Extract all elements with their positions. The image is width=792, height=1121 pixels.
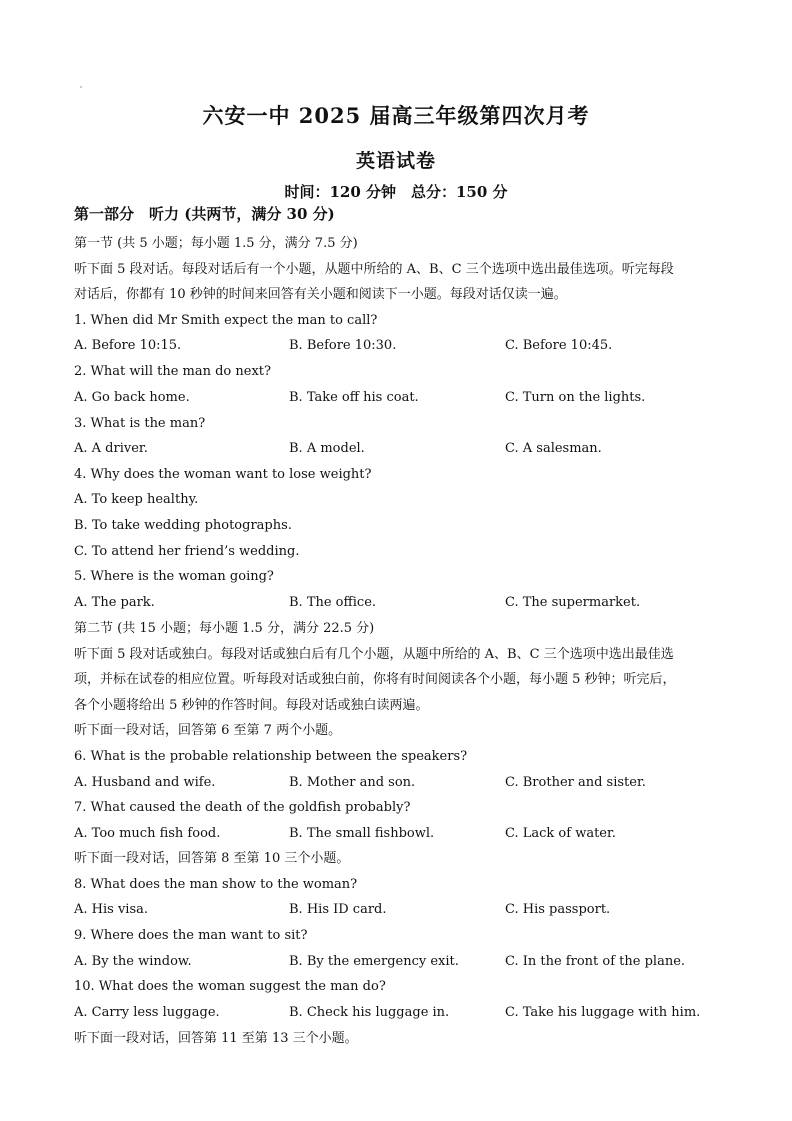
option-c: C. The supermarket. bbox=[505, 595, 641, 610]
exam-subject: 英语试卷 bbox=[355, 150, 436, 172]
question-stem: 5. Where is the woman going? bbox=[74, 569, 274, 584]
option-c: C. His passport. bbox=[505, 902, 611, 917]
section1-instruction-line: 对话后，你都有 10 秒钟的时间来回答有关小题和阅读下一小题。每段对话仅读一遍。 bbox=[74, 287, 567, 302]
option-b: B. The office. bbox=[289, 595, 377, 610]
part1-heading: 第一部分 听力 (共两节，满分 30 分) bbox=[74, 205, 335, 223]
option-c: C. To attend her friend’s wedding. bbox=[74, 544, 300, 559]
option-a: A. To keep healthy. bbox=[74, 492, 199, 507]
option-c: C. A salesman. bbox=[505, 441, 602, 456]
option-b: B. Mother and son. bbox=[289, 775, 416, 790]
dialogue-intro: 听下面一段对话，回答第 11 至第 13 三个小题。 bbox=[74, 1031, 358, 1046]
option-a: A. A driver. bbox=[74, 441, 148, 456]
question-stem: 1. When did Mr Smith expect the man to call? bbox=[74, 313, 378, 328]
section1-instruction-line: 听下面 5 段对话。每段对话后有一个小题，从题中所给的 A、B、C 三个选项中选出最佳选项。听完每段 bbox=[74, 262, 674, 277]
question-stem: 8. What does the man show to the woman? bbox=[74, 877, 358, 892]
exam-title: 六安一中 2025 届高三年级第四次月考 bbox=[202, 103, 590, 128]
question-stem: 3. What is the man? bbox=[74, 416, 206, 431]
option-b: B. The small fishbowl. bbox=[289, 826, 435, 841]
section2-heading: 第二节 (共 15 小题；每小题 1.5 分，满分 22.5 分) bbox=[74, 621, 375, 636]
option-c: C. Turn on the lights. bbox=[505, 390, 646, 405]
option-b: B. A model. bbox=[289, 441, 365, 456]
dialogue-intro: 听下面一段对话，回答第 8 至第 10 三个小题。 bbox=[74, 851, 350, 866]
option-c: C. Before 10:45. bbox=[505, 338, 613, 353]
option-a: A. The park. bbox=[74, 595, 155, 610]
dialogue-intro: 听下面一段对话，回答第 6 至第 7 两个小题。 bbox=[74, 723, 342, 738]
section1-heading: 第一节 (共 5 小题；每小题 1.5 分，满分 7.5 分) bbox=[74, 236, 358, 251]
option-c: C. Brother and sister. bbox=[505, 775, 646, 790]
option-a: A. By the window. bbox=[74, 954, 192, 969]
option-b: B. To take wedding photographs. bbox=[74, 518, 292, 533]
option-b: B. Before 10:30. bbox=[289, 338, 397, 353]
question-stem: 10. What does the woman suggest the man do? bbox=[74, 979, 386, 994]
option-b: B. His ID card. bbox=[289, 902, 387, 917]
option-a: A. His visa. bbox=[74, 902, 149, 917]
option-b: B. Check his luggage in. bbox=[289, 1005, 450, 1020]
question-stem: 7. What caused the death of the goldfish probably? bbox=[74, 800, 411, 815]
option-c: C. Lack of water. bbox=[505, 826, 616, 841]
question-stem: 2. What will the man do next? bbox=[74, 364, 271, 379]
section2-instruction-line: 各个小题将给出 5 秒钟的作答时间。每段对话或独白读两遍。 bbox=[74, 698, 429, 713]
section2-instruction-line: 项，并标在试卷的相应位置。听每段对话或独白前，你将有时间阅读各个小题，每小题 5 秒钟；听完后， bbox=[74, 672, 676, 687]
option-a: A. Husband and wife. bbox=[74, 775, 216, 790]
scan-speck bbox=[80, 86, 82, 88]
section2-instruction-line: 听下面 5 段对话或独白。每段对话或独白后有几个小题，从题中所给的 A、B、C 三个选项中选出最佳选 bbox=[74, 647, 674, 662]
exam-time-score: 时间：120 分钟 总分：150 分 bbox=[284, 183, 508, 201]
option-a: A. Too much fish food. bbox=[74, 826, 221, 841]
question-stem: 9. Where does the man want to sit? bbox=[74, 928, 308, 943]
option-b: B. By the emergency exit. bbox=[289, 954, 459, 969]
option-a: A. Before 10:15. bbox=[74, 338, 182, 353]
option-c: C. Take his luggage with him. bbox=[505, 1005, 701, 1020]
option-b: B. Take off his coat. bbox=[289, 390, 419, 405]
option-a: A. Carry less luggage. bbox=[74, 1005, 220, 1020]
option-a: A. Go back home. bbox=[74, 390, 190, 405]
option-c: C. In the front of the plane. bbox=[505, 954, 686, 969]
question-stem: 4. Why does the woman want to lose weight? bbox=[74, 467, 372, 482]
question-stem: 6. What is the probable relationship between the speakers? bbox=[74, 749, 468, 764]
